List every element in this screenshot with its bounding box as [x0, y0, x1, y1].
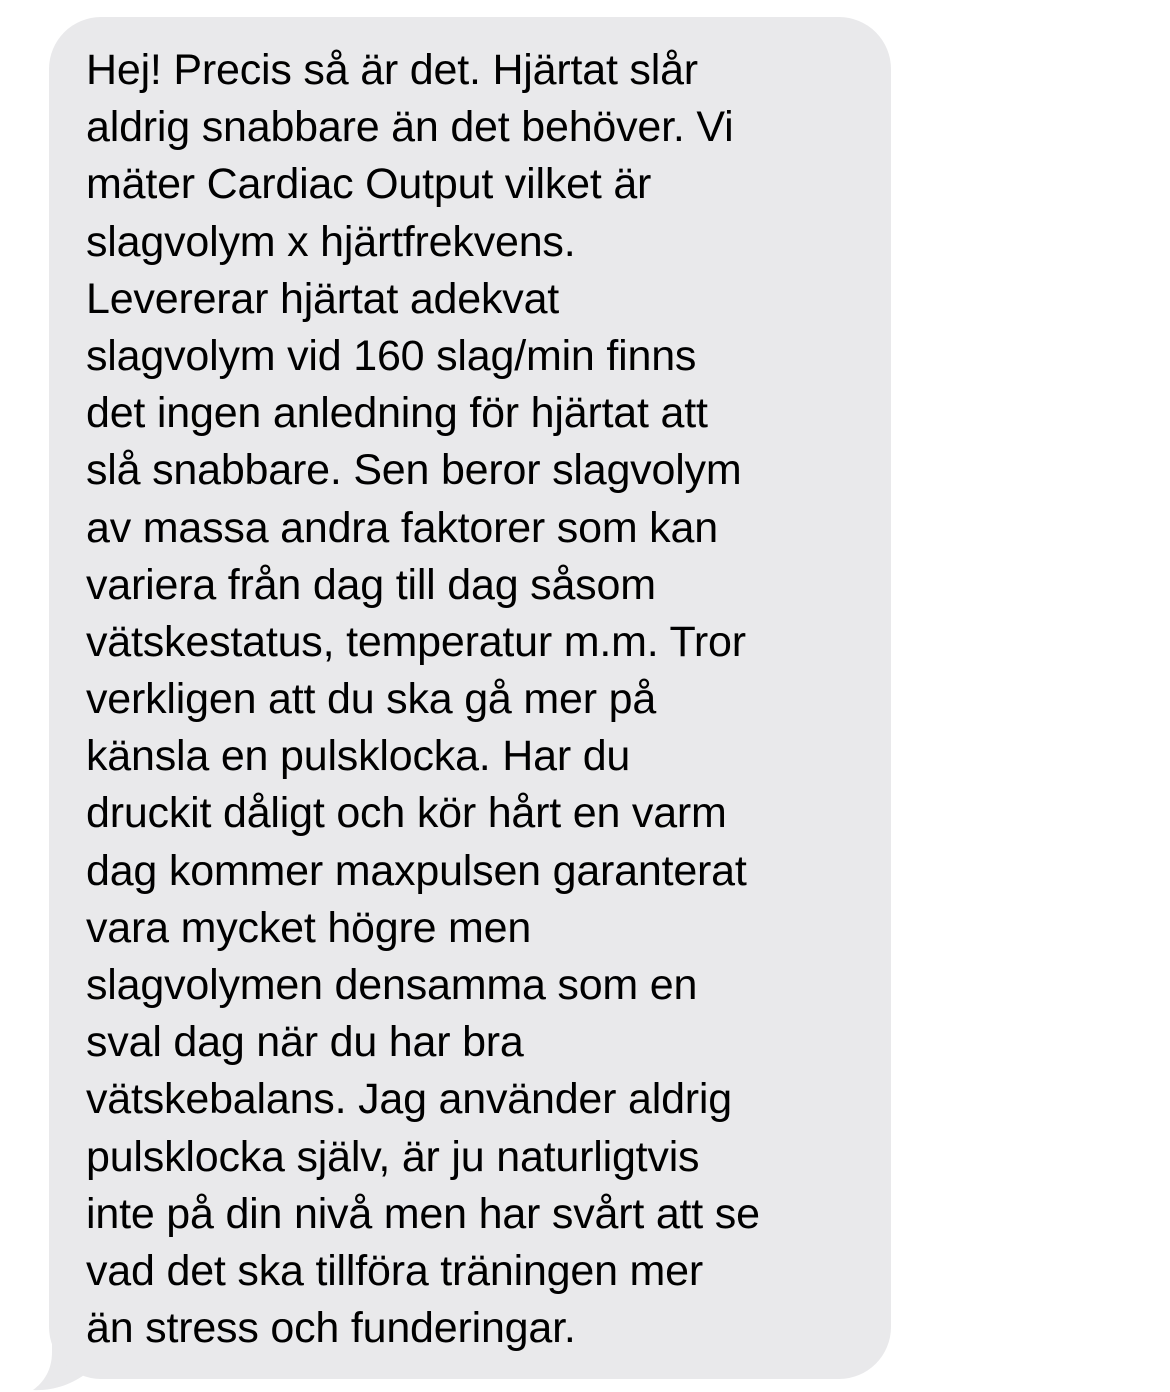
message-line: slagvolym vid 160 slag/min finns — [86, 331, 697, 380]
message-line: verkligen att du ska gå mer på — [86, 675, 657, 724]
message-line: Levererar hjärtat adekvat — [86, 274, 560, 323]
message-line: slå snabbare. Sen beror slagvolym — [86, 446, 742, 495]
message-line: slagvolymen densamma som en — [86, 961, 698, 1009]
message-line: druckit dåligt och kör hårt en varm — [86, 789, 727, 838]
message-line: dag kommer maxpulsen garanterat — [86, 846, 747, 895]
message-line: slagvolym x hjärtfrekvens. — [86, 217, 576, 266]
message-line: känsla en pulsklocka. Har du — [86, 732, 631, 781]
message-line: det ingen anledning för hjärtat att — [86, 389, 708, 438]
message-line: inte på din nivå men har svårt att se — [86, 1189, 760, 1238]
message-line: mäter Cardiac Output vilket är — [86, 160, 652, 209]
message-line: variera från dag till dag såsom — [86, 560, 656, 609]
message-line: vad det ska tillföra träningen mer — [86, 1246, 704, 1295]
message-line: vätskestatus, temperatur m.m. Tror — [86, 617, 746, 666]
message-line: vätskebalans. Jag använder aldrig — [86, 1075, 732, 1124]
message-line: aldrig snabbare än det behöver. Vi — [86, 103, 734, 152]
message-line: Hej! Precis så är det. Hjärtat slår — [86, 46, 698, 94]
message-line: av massa andra faktorer som kan — [86, 503, 718, 552]
message-text — [86, 42, 886, 1357]
message-line: vara mycket högre men — [86, 903, 532, 952]
message-line: pulsklocka själv, är ju naturligtvis — [86, 1132, 700, 1181]
message-line: än stress och funderingar. — [86, 1304, 576, 1353]
message-line: sval dag när du har bra — [86, 1018, 524, 1067]
